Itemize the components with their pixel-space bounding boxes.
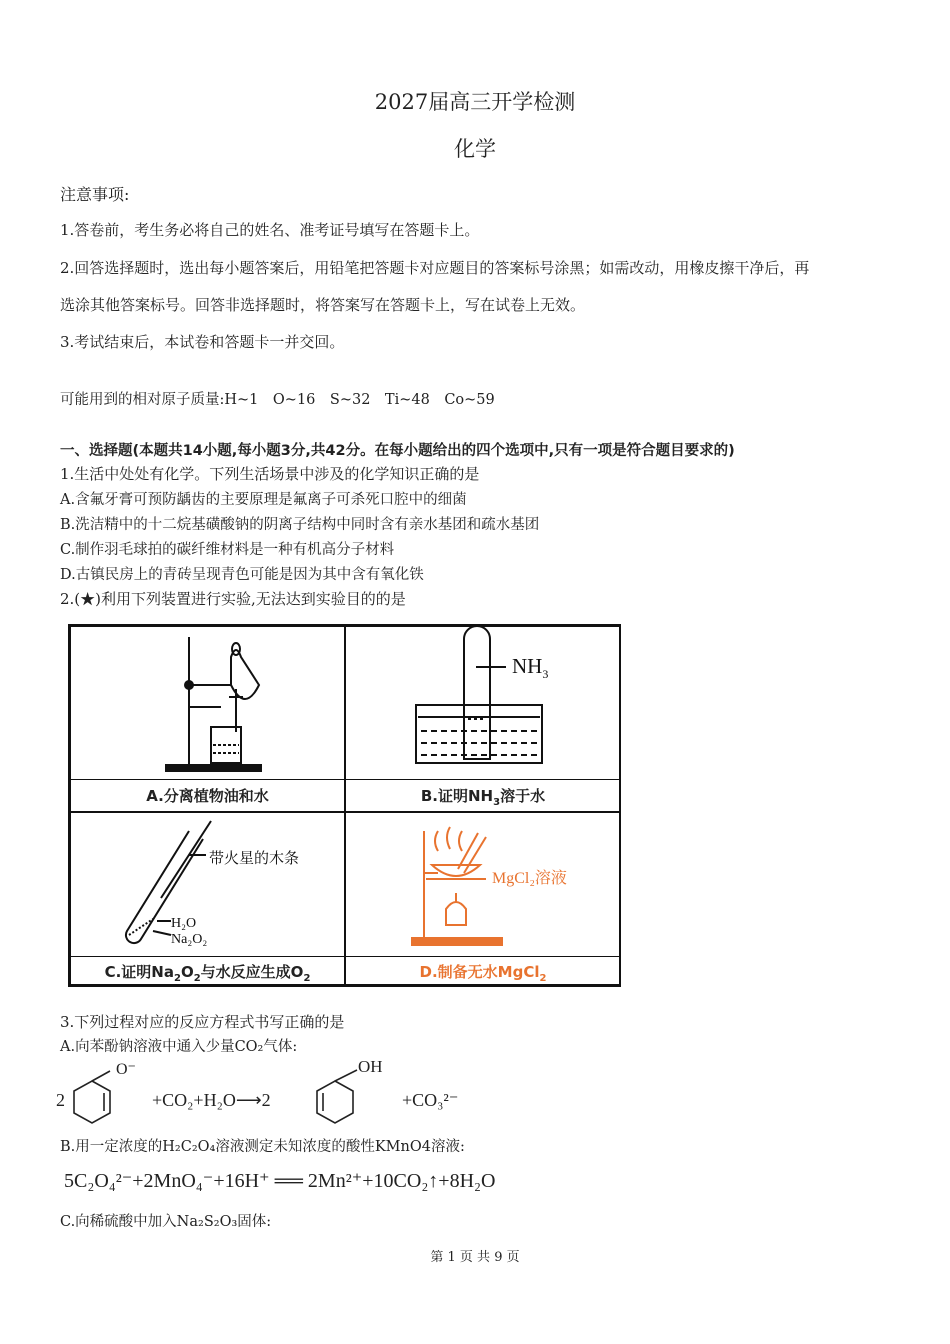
subject-title: 化学	[454, 137, 496, 161]
separatory-funnel-diagram	[71, 627, 346, 782]
cell-c	[70, 812, 345, 985]
equation-b: 5C₂O₄²⁻+2MnO₄⁻+16H⁺ ══ 2Mn²⁺+10CO₂↑+8H₂O	[64, 1170, 496, 1192]
equation-a	[52, 1056, 482, 1136]
exam-title: 2027届高三开学检测	[374, 90, 576, 114]
mgcl2-evaporation-diagram	[346, 813, 622, 958]
atomic-masses: 可能用到的相对原子质量:H~1 O~16 S~32 Ti~48 Co~59	[60, 392, 495, 408]
notice-item-2-cont: 选涂其他答案标号。回答非选择题时，将答案写在答题卡上，写在试卷上无效。	[60, 296, 586, 314]
cell-d	[345, 812, 621, 985]
q3-stem: 3.下列过程对应的反应方程式书写正确的是	[60, 1013, 345, 1031]
apparatus-grid	[68, 624, 621, 987]
caption-c: C.证明$Na_2O_2$与水反应生成$O_2$	[104, 963, 311, 984]
q1-option-c: C.制作羽毛球拍的碳纤维材料是一种有机高分子材料	[60, 542, 395, 558]
caption-d: D.制备无水MgCl$_2$	[419, 963, 547, 984]
nh3-tube-diagram	[346, 627, 622, 782]
notice-heading: 注意事项:	[60, 185, 130, 204]
eq-a-coef: 2	[56, 1090, 65, 1110]
q1-option-b: B.洗洁精中的十二烷基磺酸钠的阴离子结构中同时含有亲水基团和疏水基团	[60, 517, 540, 533]
q3-option-c: C.向稀硫酸中加入Na₂S₂O₃固体:	[60, 1214, 272, 1230]
q1-option-d: D.古镇民房上的青砖呈现青色可能是因为其中含有氧化铁	[60, 567, 424, 583]
eq-a-tail: +CO₃²⁻	[402, 1090, 459, 1110]
q1-stem: 1.生活中处处有化学。下列生活场景中涉及的化学知识正确的是	[60, 465, 480, 483]
na2o2-test-tube-diagram	[71, 813, 346, 958]
benzene-ring-right	[317, 1070, 357, 1123]
nh3-label: $NH_3$	[512, 654, 549, 681]
h2o-label: H₂O	[171, 916, 197, 931]
mgcl2-label: MgCl₂溶液	[492, 870, 567, 887]
notice-item-3: 3.考试结束后，本试卷和答题卡一并交回。	[60, 333, 345, 351]
eq-a-oh: OH	[358, 1057, 383, 1076]
eq-a-middle: +CO₂+H₂O⟶2	[152, 1090, 271, 1110]
q2-stem: 2.(★)利用下列装置进行实验,无法达到实验目的的是	[60, 590, 406, 608]
splint-label: 带火星的木条	[209, 849, 300, 867]
page-footer: 第 1 页 共 9 页	[430, 1250, 520, 1265]
cell-b	[345, 626, 621, 812]
section-heading: 一、选择题(本题共14小题,每小题3分,共42分。在每小题给出的四个选项中,只有一项是符合题目要求的)	[60, 443, 735, 459]
notice-item-1: 1.答卷前，考生务必将自己的姓名、准考证号填写在答题卡上。	[60, 221, 480, 239]
caption-a: A.分离植物油和水	[146, 787, 269, 805]
q1-option-a: A.含氟牙膏可预防龋齿的主要原理是氟离子可杀死口腔中的细菌	[60, 492, 467, 508]
q3-option-b: B.用一定浓度的H₂C₂O₄溶液测定未知浓度的酸性KMnO4溶液:	[60, 1139, 465, 1155]
caption-b: B.证明$NH_3$溶于水	[420, 787, 546, 808]
benzene-ring-left	[74, 1071, 110, 1123]
notice-item-2: 2.回答选择题时，选出每小题答案后，用铅笔把答题卡对应题目的答案标号涂黑；如需改动，用橡皮擦干净后，再	[60, 259, 810, 277]
q3-option-a: A.向苯酚钠溶液中通入少量CO₂气体:	[60, 1039, 298, 1055]
cell-a	[70, 626, 345, 812]
eq-a-o-minus: O⁻	[116, 1061, 136, 1078]
na2o2-label: Na₂O₂	[171, 932, 208, 947]
